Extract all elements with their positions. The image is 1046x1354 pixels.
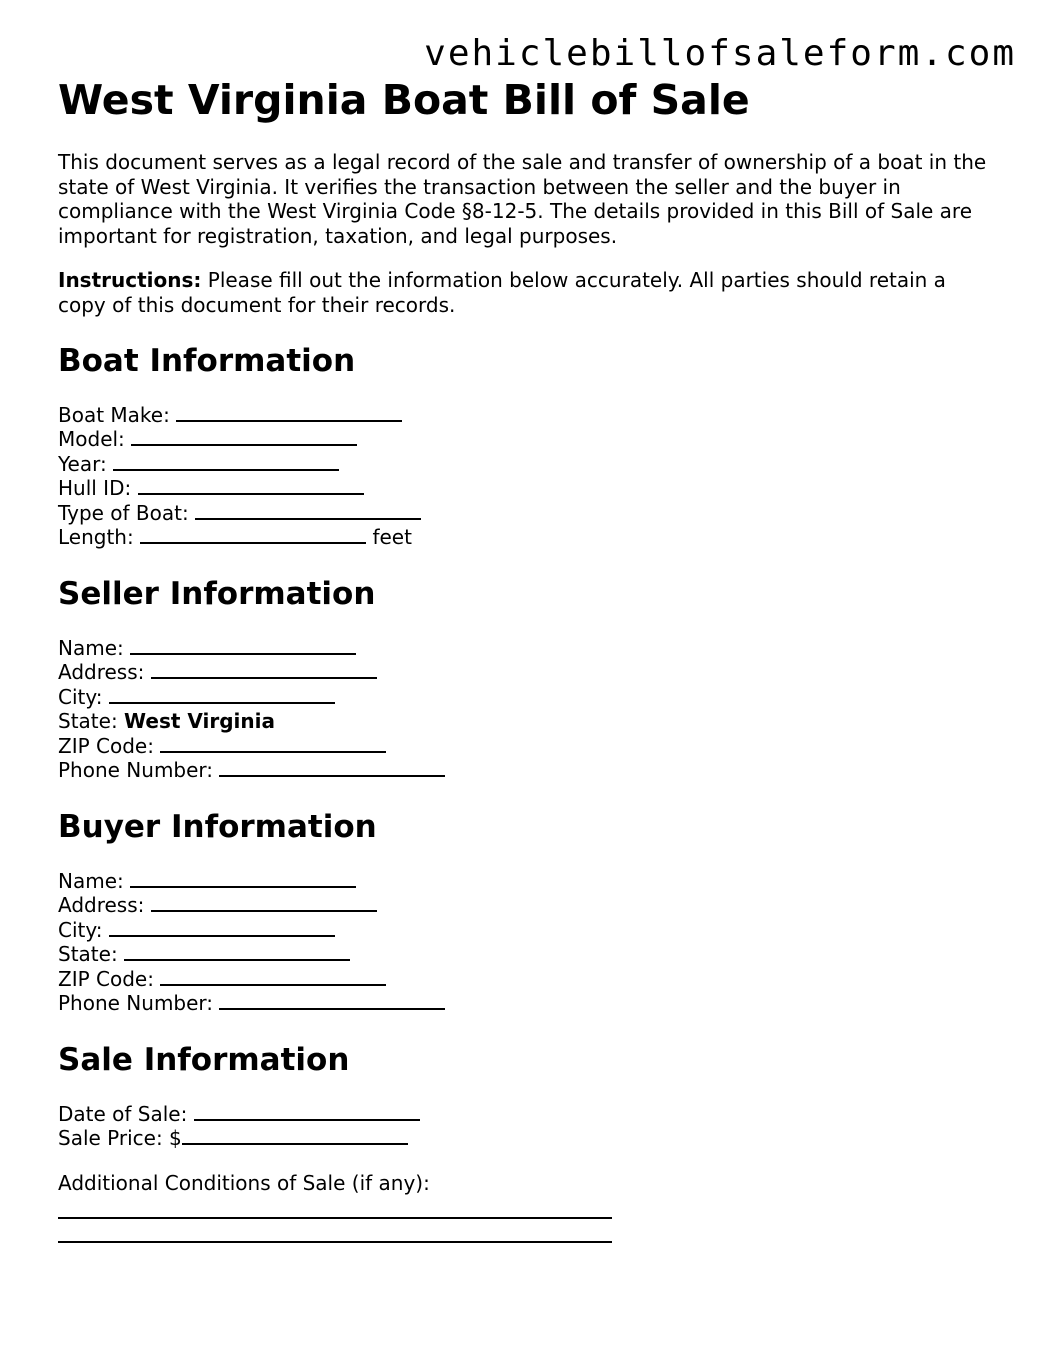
sale-price-label: Sale Price: $ — [58, 1126, 182, 1151]
buyer-zip-input[interactable] — [160, 968, 386, 986]
buyer-phone-input[interactable] — [219, 992, 445, 1010]
boat-hull-id-row — [58, 476, 998, 500]
boat-length-unit: feet — [372, 525, 412, 550]
sale-section — [58, 1040, 998, 1243]
sale-date-label: Date of Sale: — [58, 1102, 188, 1126]
buyer-city-row — [58, 918, 998, 942]
boat-year-input[interactable] — [113, 453, 339, 471]
boat-make-row — [58, 403, 998, 427]
seller-address-input[interactable] — [151, 661, 377, 679]
buyer-name-input[interactable] — [130, 870, 356, 888]
buyer-state-row — [58, 942, 998, 966]
buyer-zip-row — [58, 967, 998, 991]
buyer-zip-label: ZIP Code: — [58, 966, 154, 991]
buyer-phone-label: Phone Number: — [58, 991, 214, 1016]
seller-zip-input[interactable] — [160, 735, 386, 753]
boat-length-label: Length: — [58, 525, 134, 550]
boat-model-input[interactable] — [131, 428, 357, 446]
sale-conditions-line-1[interactable] — [58, 1195, 612, 1219]
seller-zip-label: ZIP Code: — [58, 733, 154, 758]
intro-paragraph: This document serves as a legal record of the sale and transfer of ownership of a boat in the state of West Virginia. It verifies the transaction between the seller and the buyer in compliance with the West Virginia Code §8-12-5. The details provided in this Bill of Sale are important for registration, taxation, and legal purposes. — [58, 150, 987, 248]
buyer-name-row — [58, 869, 998, 893]
sale-conditions-line-2[interactable] — [58, 1219, 612, 1243]
document-page — [58, 74, 998, 317]
seller-address-label: Address: — [58, 660, 145, 685]
buyer-city-label: City: — [58, 917, 103, 942]
boat-heading: Boat Information — [58, 343, 356, 379]
sale-date-input[interactable] — [194, 1103, 420, 1121]
seller-phone-row — [58, 758, 998, 782]
boat-model-row — [58, 427, 998, 451]
sale-conditions-row — [58, 1171, 998, 1195]
boat-make-label: Boat Make: — [58, 403, 170, 427]
seller-city-input[interactable] — [109, 686, 335, 704]
boat-hull-id-input[interactable] — [138, 477, 364, 495]
buyer-name-label: Name: — [58, 869, 124, 893]
buyer-state-input[interactable] — [124, 943, 350, 961]
seller-section — [58, 574, 998, 782]
boat-hull-id-label: Hull ID: — [58, 476, 132, 501]
seller-phone-input[interactable] — [219, 759, 445, 777]
sale-heading: Sale Information — [58, 1042, 350, 1078]
buyer-city-input[interactable] — [109, 919, 335, 937]
seller-state-row — [58, 709, 998, 733]
instructions-paragraph — [58, 268, 998, 317]
sale-fields — [58, 1102, 998, 1243]
seller-name-input[interactable] — [130, 637, 356, 655]
boat-model-label: Model: — [58, 427, 125, 452]
boat-make-input[interactable] — [176, 404, 402, 422]
seller-heading: Seller Information — [58, 576, 376, 612]
page-title: West Virginia Boat Bill of Sale — [58, 76, 750, 124]
buyer-fields — [58, 869, 998, 1015]
buyer-phone-row — [58, 991, 998, 1015]
buyer-section — [58, 807, 998, 1015]
buyer-heading: Buyer Information — [58, 809, 377, 845]
boat-year-row — [58, 452, 998, 476]
sale-conditions-label: Additional Conditions of Sale (if any): — [58, 1170, 430, 1195]
seller-city-label: City: — [58, 684, 103, 709]
boat-type-label: Type of Boat: — [58, 500, 189, 525]
seller-city-row — [58, 685, 998, 709]
boat-section — [58, 341, 998, 549]
buyer-address-row — [58, 893, 998, 917]
seller-zip-row — [58, 734, 998, 758]
sale-date-row — [58, 1102, 998, 1126]
buyer-address-input[interactable] — [151, 894, 377, 912]
boat-length-input[interactable] — [140, 526, 366, 544]
seller-phone-label: Phone Number: — [58, 758, 214, 783]
sale-price-row — [58, 1126, 998, 1150]
buyer-address-label: Address: — [58, 893, 145, 918]
seller-name-label: Name: — [58, 636, 124, 660]
seller-state-value: West Virginia — [124, 709, 275, 734]
boat-type-input[interactable] — [195, 502, 421, 520]
seller-address-row — [58, 660, 998, 684]
boat-fields — [58, 403, 998, 549]
instructions-text: Please fill out the information below accurately. All parties should retain a copy of this document for their records. — [58, 268, 946, 317]
boat-year-label: Year: — [58, 451, 107, 476]
buyer-state-label: State: — [58, 942, 118, 967]
seller-name-row — [58, 636, 998, 660]
sale-price-input[interactable] — [182, 1127, 408, 1145]
seller-state-label: State: — [58, 709, 118, 734]
site-watermark: vehiclebillofsaleform.com — [424, 33, 1016, 74]
boat-length-row — [58, 525, 998, 549]
boat-type-row — [58, 501, 998, 525]
instructions-label: Instructions: — [58, 268, 202, 292]
seller-fields — [58, 636, 998, 782]
